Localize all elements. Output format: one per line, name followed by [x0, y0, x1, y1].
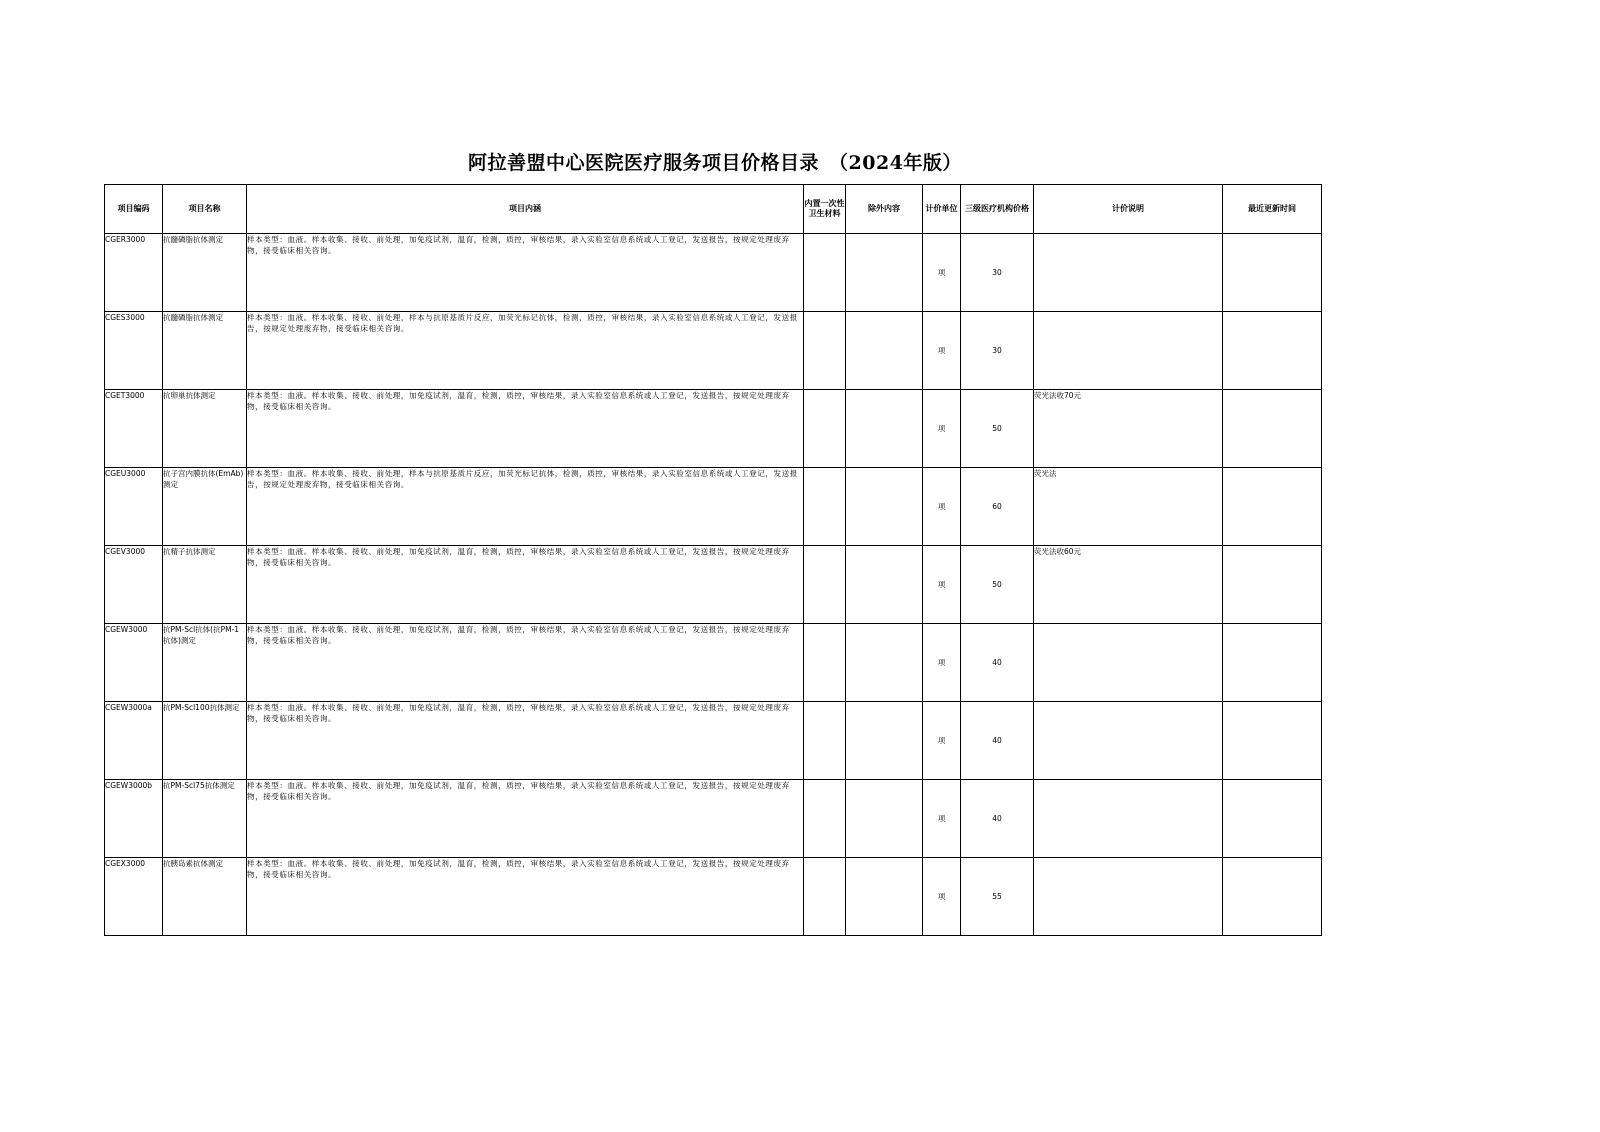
cell-code: CGES3000: [105, 312, 163, 390]
header-content: 项目内涵: [247, 185, 804, 234]
table-row: [105, 234, 1322, 312]
cell-desc: 荧光法收60元: [1034, 546, 1223, 624]
cell-exclude: [846, 312, 923, 390]
table-body: [105, 234, 1322, 936]
cell-material: [804, 468, 846, 546]
cell-price: 40: [961, 702, 1034, 780]
cell-content: 样本类型：血液。样本收集、接收、前处理，样本与抗原基质片反应，加荧光标记抗体，检测，质控，审核结果，录入实验室信息系统或人工登记，发送报告，按规定处理废弃物，接受临床相关咨询。: [247, 468, 804, 546]
cell-code: CGER3000: [105, 234, 163, 312]
cell-desc: 荧光法: [1034, 468, 1223, 546]
cell-desc: 荧光法收70元: [1034, 390, 1223, 468]
cell-content: 样本类型：血液。样本收集、接收、前处理，加免疫试剂，温育，检测，质控，审核结果，录入实验室信息系统或人工登记，发送报告，按规定处理废弃物，接受临床相关咨询。: [247, 390, 804, 468]
header-desc: 计价说明: [1034, 185, 1223, 234]
cell-exclude: [846, 468, 923, 546]
cell-desc: [1034, 624, 1223, 702]
cell-updated: [1223, 390, 1322, 468]
header-updated: 最近更新时间: [1223, 185, 1322, 234]
cell-unit: 项: [923, 780, 961, 858]
cell-code: CGET3000: [105, 390, 163, 468]
cell-name: 抗精子抗体测定: [163, 546, 247, 624]
cell-unit: 项: [923, 234, 961, 312]
table-header-row: [105, 185, 1322, 234]
table-row: [105, 780, 1322, 858]
cell-updated: [1223, 858, 1322, 936]
cell-price: 30: [961, 312, 1034, 390]
cell-exclude: [846, 702, 923, 780]
cell-material: [804, 390, 846, 468]
cell-content: 样本类型：血液。样本收集、接收、前处理，加免疫试剂，温育，检测，质控，审核结果，录入实验室信息系统或人工登记，发送报告，按规定处理废弃物，接受临床相关咨询。: [247, 702, 804, 780]
table-row: [105, 702, 1322, 780]
cell-material: [804, 702, 846, 780]
cell-name: 抗胰岛素抗体测定: [163, 858, 247, 936]
price-table: [104, 184, 1322, 936]
cell-unit: 项: [923, 468, 961, 546]
header-exclude: 除外内容: [846, 185, 923, 234]
cell-content: 样本类型：血液。样本收集、接收、前处理，样本与抗原基质片反应，加荧光标记抗体，检测，质控，审核结果，录入实验室信息系统或人工登记，发送报告，按规定处理废弃物，接受临床相关咨询。: [247, 312, 804, 390]
cell-updated: [1223, 312, 1322, 390]
cell-price: 40: [961, 624, 1034, 702]
cell-name: 抗PM-Scl抗体(抗PM-1抗体)测定: [163, 624, 247, 702]
header-code: 项目编码: [105, 185, 163, 234]
cell-desc: [1034, 312, 1223, 390]
cell-updated: [1223, 546, 1322, 624]
cell-updated: [1223, 780, 1322, 858]
cell-content: 样本类型：血液。样本收集、接收、前处理，加免疫试剂，温育，检测，质控，审核结果，录入实验室信息系统或人工登记，发送报告，按规定处理废弃物，接受临床相关咨询。: [247, 780, 804, 858]
cell-updated: [1223, 234, 1322, 312]
cell-material: [804, 234, 846, 312]
table-row: [105, 858, 1322, 936]
header-price: 三级医疗机构价格: [961, 185, 1034, 234]
cell-price: 60: [961, 468, 1034, 546]
cell-code: CGEU3000: [105, 468, 163, 546]
cell-unit: 项: [923, 702, 961, 780]
cell-updated: [1223, 702, 1322, 780]
cell-exclude: [846, 234, 923, 312]
cell-material: [804, 780, 846, 858]
cell-code: CGEW3000: [105, 624, 163, 702]
cell-updated: [1223, 624, 1322, 702]
cell-price: 40: [961, 780, 1034, 858]
cell-exclude: [846, 546, 923, 624]
cell-content: 样本类型：血液。样本收集、接收、前处理，加免疫试剂，温育，检测，质控，审核结果，录入实验室信息系统或人工登记，发送报告，按规定处理废弃物，接受临床相关咨询。: [247, 858, 804, 936]
cell-desc: [1034, 858, 1223, 936]
cell-name: 抗髓磷脂抗体测定: [163, 234, 247, 312]
header-name: 项目名称: [163, 185, 247, 234]
cell-name: 抗卵巢抗体测定: [163, 390, 247, 468]
cell-exclude: [846, 858, 923, 936]
cell-code: CGEW3000a: [105, 702, 163, 780]
table-row: [105, 390, 1322, 468]
cell-unit: 项: [923, 624, 961, 702]
cell-code: CGEX3000: [105, 858, 163, 936]
page-title: 阿拉善盟中心医院医疗服务项目价格目录 （2024年版）: [468, 152, 962, 174]
cell-price: 55: [961, 858, 1034, 936]
cell-unit: 项: [923, 312, 961, 390]
cell-name: 抗PM-Scl100抗体测定: [163, 702, 247, 780]
cell-exclude: [846, 390, 923, 468]
cell-material: [804, 546, 846, 624]
cell-name: 抗髓磷脂抗体测定: [163, 312, 247, 390]
table-row: [105, 546, 1322, 624]
cell-desc: [1034, 780, 1223, 858]
cell-material: [804, 624, 846, 702]
header-material: 内置一次性卫生材料: [804, 185, 846, 234]
cell-desc: [1034, 234, 1223, 312]
cell-name: 抗子宫内膜抗体(EmAb)测定: [163, 468, 247, 546]
table-row: [105, 468, 1322, 546]
cell-price: 50: [961, 546, 1034, 624]
cell-exclude: [846, 780, 923, 858]
cell-name: 抗PM-Scl75抗体测定: [163, 780, 247, 858]
header-unit: 计价单位: [923, 185, 961, 234]
cell-unit: 项: [923, 858, 961, 936]
cell-material: [804, 312, 846, 390]
cell-desc: [1034, 702, 1223, 780]
cell-content: 样本类型：血液。样本收集、接收、前处理，加免疫试剂，温育，检测，质控，审核结果，录入实验室信息系统或人工登记，发送报告，按规定处理废弃物，接受临床相关咨询。: [247, 624, 804, 702]
table-row: [105, 624, 1322, 702]
cell-material: [804, 858, 846, 936]
cell-unit: 项: [923, 390, 961, 468]
cell-updated: [1223, 468, 1322, 546]
cell-content: 样本类型：血液。样本收集、接收、前处理，加免疫试剂，温育，检测，质控，审核结果，录入实验室信息系统或人工登记，发送报告，按规定处理废弃物，接受临床相关咨询。: [247, 234, 804, 312]
table-row: [105, 312, 1322, 390]
cell-code: CGEW3000b: [105, 780, 163, 858]
cell-content: 样本类型：血液。样本收集、接收、前处理，加免疫试剂，温育，检测，质控，审核结果，录入实验室信息系统或人工登记，发送报告，按规定处理废弃物，接受临床相关咨询。: [247, 546, 804, 624]
cell-price: 30: [961, 234, 1034, 312]
cell-code: CGEV3000: [105, 546, 163, 624]
cell-exclude: [846, 624, 923, 702]
cell-price: 50: [961, 390, 1034, 468]
cell-unit: 项: [923, 546, 961, 624]
